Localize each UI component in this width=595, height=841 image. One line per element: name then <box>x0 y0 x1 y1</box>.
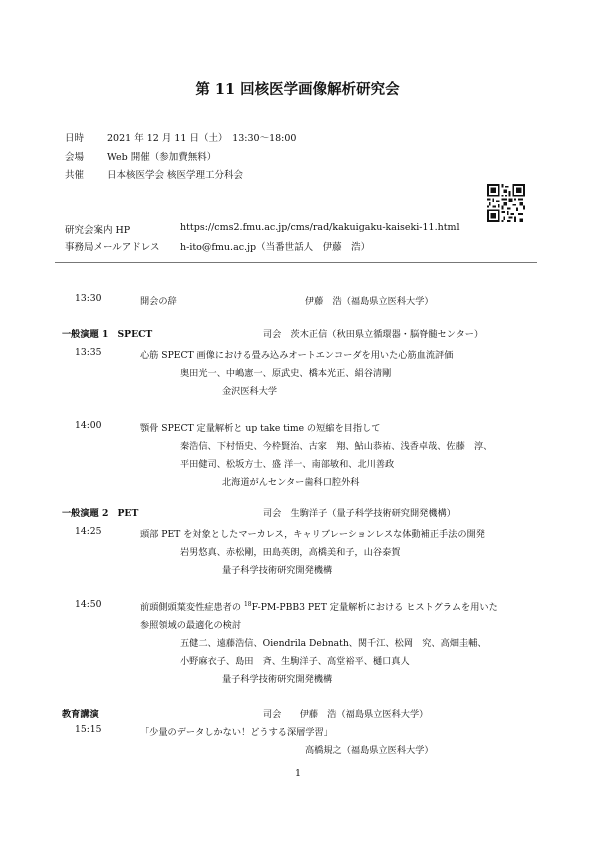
talk-time: 13:35 <box>75 347 102 358</box>
session1-label: 一般演題 1 SPECT <box>62 329 153 340</box>
isotope-superscript: 18 <box>243 600 252 608</box>
talk-time: 14:50 <box>75 599 102 610</box>
talk-title-post: F-PM-PBB3 PET 定量解析における ヒストグラムを用いた <box>251 602 498 613</box>
talk-authors: 岩男悠真、赤松剛，田島英朗，高橋美和子，山谷泰賀 <box>180 547 401 558</box>
talk-authors: 小野麻衣子、島田 斉、生駒洋子、高堂裕平、樋口真人 <box>180 656 410 667</box>
divider <box>55 262 537 263</box>
date-label: 日時 <box>65 133 85 144</box>
talk-title: 頭部 PET を対象としたマーカレス，キャリブレーションレスな体動補正手法の開発 <box>140 529 485 540</box>
opening-label: 開会の辞 <box>140 296 177 307</box>
talk-affiliation: 北海道がんセンター歯科口腔外科 <box>222 477 360 488</box>
venue-label: 会場 <box>65 152 85 163</box>
talk-authors: 平田健司、松坂方士、盛 洋一、南部敏和、北川善政 <box>180 459 395 470</box>
talk-title: 心筋 SPECT 画像における畳み込みオートエンコーダを用いた心筋血流評価 <box>140 350 454 361</box>
talk-affiliation: 金沢医科大学 <box>222 386 278 397</box>
email-label: 事務局メールアドレス <box>65 242 160 253</box>
hp-url-link[interactable]: https://cms2.fmu.ac.jp/cms/rad/kakuigaku-kaiseki-11.html <box>180 222 460 233</box>
cohost-label: 共催 <box>65 170 85 181</box>
page-title: 第 11 回核医学画像解析研究会 <box>195 81 400 98</box>
session2-label: 一般演題 2 PET <box>62 508 139 519</box>
talk-authors: 秦浩信、下村悟史、今枠賢治、古家 翔、鮎山恭祐、浅香卓哉、佐藤 淳、 <box>180 441 493 452</box>
session2-chair: 司会 生駒洋子（量子科学技術研究開発機構） <box>263 508 456 519</box>
date-value: 2021 年 12 月 11 日（土） 13:30〜18:00 <box>107 133 297 144</box>
qr-code-icon <box>487 184 525 222</box>
lecture-chair: 司会 伊藤 浩（福島県立医科大学） <box>263 709 429 720</box>
lecture-label: 教育講演 <box>62 709 99 720</box>
talk-affiliation: 量子科学技術研究開発機構 <box>222 674 333 685</box>
opening-time: 13:30 <box>75 293 102 304</box>
talk-title-line2: 参照領域の最適化の検討 <box>140 620 242 631</box>
talk-title <box>140 599 498 613</box>
talk-title: 顎骨 SPECT 定量解析と up take time の短縮を目指して <box>140 423 381 434</box>
lecture-title: 「少量のデータしかない！どうする深層学習」 <box>140 727 333 738</box>
talk-time: 14:25 <box>75 526 102 537</box>
cohost-value: 日本核医学会 核医学理工分科会 <box>107 170 244 181</box>
opening-person: 伊藤 浩（福島県立医科大学） <box>305 296 434 307</box>
session1-chair: 司会 茨木正信（秋田県立循環器・脳脊髄センター） <box>263 329 484 340</box>
lecture-speaker: 高橋規之（福島県立医科大学） <box>305 745 434 756</box>
email-value[interactable]: h-ito@fmu.ac.jp（当番世話人 伊藤 浩） <box>180 242 371 253</box>
talk-authors: 奥田光一、中嶋憲一、原武史、橋本光正、絹谷清剛 <box>180 368 392 379</box>
talk-time: 14:00 <box>75 420 102 431</box>
talk-affiliation: 量子科学技術研究開発機構 <box>222 565 333 576</box>
venue-value: Web 開催（参加費無料） <box>107 152 217 163</box>
page-number: 1 <box>295 768 302 779</box>
talk-authors: 五健二、遠藤浩信、Oiendrila Debnath、関千江、松岡 究、高畑圭輔、 <box>180 638 487 649</box>
hp-label: 研究会案内 HP <box>65 225 131 236</box>
lecture-time: 15:15 <box>75 724 102 735</box>
talk-title-pre: 前頭側頭葉変性症患者の <box>140 602 244 613</box>
